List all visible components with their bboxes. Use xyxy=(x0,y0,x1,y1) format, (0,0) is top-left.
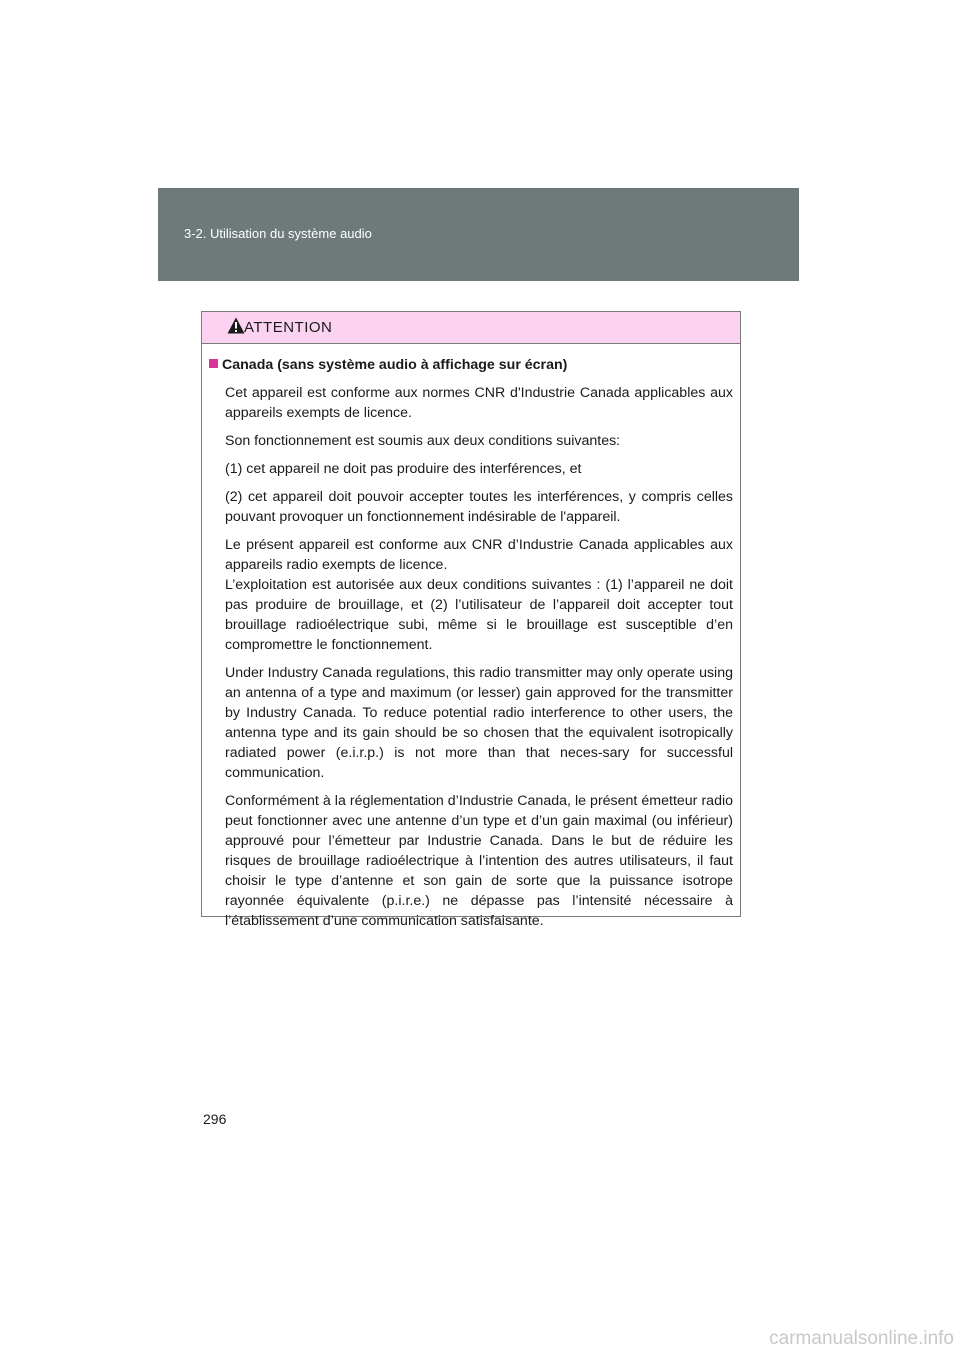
caution-paragraph: Under Industry Canada regulations, this radio transmitter may only operate using an antenna of a type and maximum (or lesser) gain approved for the transmitter by Industry Canada. To reduce potential radio interference to other users, the antenna type and its gain should be so chosen that the equivalent isotropically radiated power (e.i.r.p.) is not more than that neces-sary for successful communication. xyxy=(225,665,733,781)
warning-triangle-icon xyxy=(227,317,245,334)
section-title: 3-2. Utilisation du système audio xyxy=(184,226,372,241)
caution-subheading-text: Canada (sans système audio à affichage sur écran) xyxy=(222,357,568,373)
caution-paragraph: Conformément à la réglementation d’Industrie Canada, le présent émetteur radio peut fonctionner avec une antenne d’un type et d’un gain maximal (ou inférieur) approuvé pour l’émetteur par Industrie Canada. Dans le but de réduire les risques de brouillage radioélectrique à l’intention des autres utilisateurs, il faut choisir le type d’antenne et son gain de sorte que la puissance isotrope rayonnée équivalente (p.i.r.e.) ne dépasse pas l’intensité nécessaire à l’établissement d’une communication satisfaisante. xyxy=(225,793,733,929)
square-bullet-icon xyxy=(209,359,218,368)
caution-paragraph: Son fonctionnement est soumis aux deux conditions suivantes: xyxy=(225,433,621,449)
watermark: carmanualsonline.info xyxy=(769,1328,954,1349)
caution-box xyxy=(201,311,741,929)
caution-title: ATTENTION xyxy=(244,319,333,336)
page-number: 296 xyxy=(203,1111,227,1127)
caution-paragraph: Cet appareil est conforme aux normes CNR d'Industrie Canada applicables aux appareils exempts de licence. xyxy=(225,385,733,421)
caution-paragraph: Le présent appareil est conforme aux CNR d’Industrie Canada applicables aux appareils radio exempts de licence. xyxy=(225,537,733,573)
caution-header xyxy=(202,312,740,344)
caution-body xyxy=(202,344,740,931)
caution-paragraph: (1) cet appareil ne doit pas produire des interférences, et xyxy=(225,461,582,477)
caution-paragraph: (2) cet appareil doit pouvoir accepter toutes les interférences, y compris celles pouvant provoquer un fonctionnement indésirable de l'appareil. xyxy=(225,489,733,525)
caution-subheading xyxy=(209,355,733,375)
section-header-band xyxy=(158,188,799,281)
caution-paragraph: L’exploitation est autorisée aux deux conditions suivantes : (1) l’appareil ne doit pas produire de brouillage, et (2) l’utilisateur de l’appareil doit accepter tout brouillage radioélectrique subi, même si le brouillage est susceptible d’en compromettre le fonctionnement. xyxy=(225,577,733,653)
